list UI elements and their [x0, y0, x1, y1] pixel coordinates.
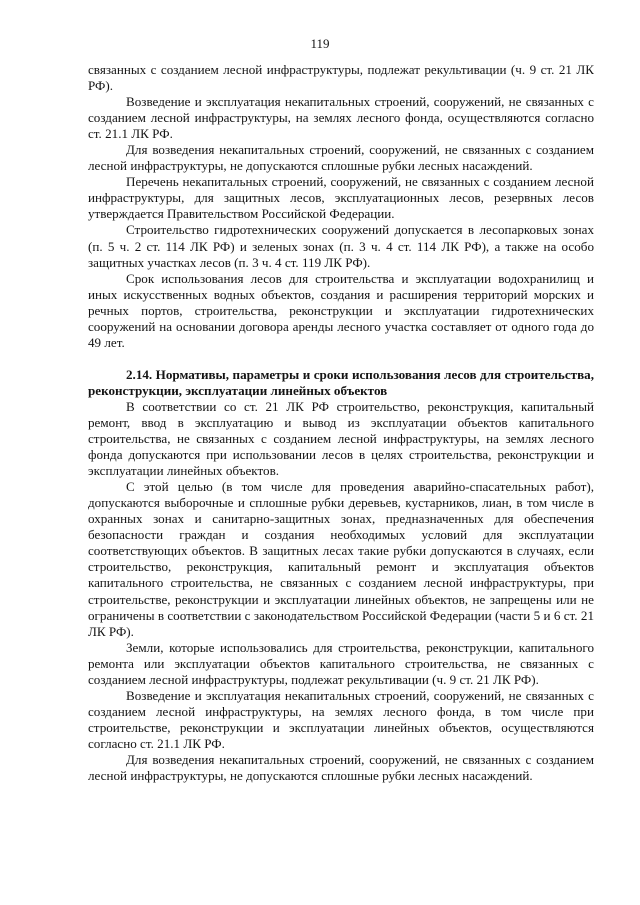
paragraph: Перечень некапитальных строений, сооружений, не связанных с созданием лесной инфраструктуры, для защитных лесов, эксплуатационных лесов, резервных лесов утверждается Правительством Российской Федерации.: [88, 174, 594, 222]
paragraph-continued: связанных с созданием лесной инфраструктуры, подлежат рекультивации (ч. 9 ст. 21 ЛК РФ).: [88, 62, 594, 94]
paragraph: В соответствии со ст. 21 ЛК РФ строительство, реконструкция, капитальный ремонт, ввод в эксплуатацию и вывод из эксплуатации объектов капитального строительства, не связанных с созданием лесной инфраструктуры, на землях лесного фонда допускаются при использовании лесов в целях строительства, реконструкции и эксплуатации линейных объектов.: [88, 398, 594, 479]
paragraph: С этой целью (в том числе для проведения аварийно-спасательных работ), допускаются выборочные и сплошные рубки деревьев, кустарников, лиан, в том числе в охранных зонах и санитарно-защитных зонах, предназначенных для обеспечения безопасности граждан и создания необходимых условий для эксплуатации соответствующих объектов. В защитных лесах такие рубки допускаются в случаях, если строительство, реконструкция, капитальный ремонт и эксплуатация объектов капитального строительства, не связанных с созданием лесной инфраструктуры, при строительстве, реконструкции и эксплуатации линейных объектов, не запрещены или не ограничены в соответствии с законодательством Российской Федерации (части 5 и 6 ст. 21 ЛК РФ).: [88, 479, 594, 639]
paragraph: Для возведения некапитальных строений, сооружений, не связанных с созданием лесной инфраструктуры, не допускаются сплошные рубки лесных насаждений.: [88, 751, 594, 784]
paragraph: Срок использования лесов для строительства и эксплуатации водохранилищ и иных искусственных водных объектов, создания и расширения территорий морских и речных портов, строительства, реконструкции и эксплуатации гидротехнических сооружений на основании договора аренды лесного участка составляет от одного года до 49 лет.: [88, 270, 594, 350]
paragraph: Для возведения некапитальных строений, сооружений, не связанных с созданием лесной инфраструктуры, не допускаются сплошные рубки лесных насаждений.: [88, 142, 594, 174]
section-heading: 2.14. Нормативы, параметры и сроки использования лесов для строительства, реконструкции, эксплуатации линейных объектов: [88, 366, 594, 398]
paragraph: Земли, которые использовались для строительства, реконструкции, капитального ремонта или эксплуатации объектов капитального строительства, не связанных с созданием лесной инфраструктуры, подлежат рекультивации (ч. 9 ст. 21 ЛК РФ).: [88, 639, 594, 687]
page-number: 119: [310, 36, 330, 51]
paragraph: Возведение и эксплуатация некапитальных строений, сооружений, не связанных с созданием лесной инфраструктуры, на землях лесного фонда, в том числе при строительстве, реконструкции и эксплуатации линейных объектов, осуществляются согласно ст. 21.1 ЛК РФ.: [88, 687, 594, 751]
paragraph: Возведение и эксплуатация некапитальных строений, сооружений, не связанных с созданием лесной инфраструктуры, на землях лесного фонда, осуществляются согласно ст. 21.1 ЛК РФ.: [88, 94, 594, 142]
page-content: [88, 62, 594, 784]
paragraph: Строительство гидротехнических сооружений допускается в лесопарковых зонах (п. 5 ч. 2 ст. 114 ЛК РФ) и зеленых зонах (п. 3 ч. 4 ст. 114 ЛК РФ), а также на особо защитных участках лесов (п. 3 ч. 4 ст. 119 ЛК РФ).: [88, 222, 594, 270]
